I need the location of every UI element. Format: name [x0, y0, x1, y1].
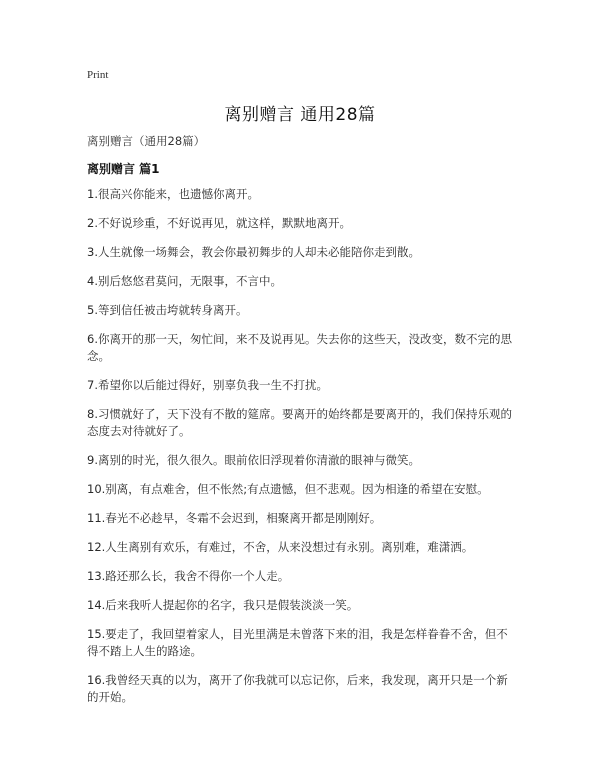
list-item: 16.我曾经天真的以为，离开了你我就可以忘记你，后来，我发现，离开只是一个新的开始。: [87, 673, 508, 704]
list-item: 2.不好说珍重，不好说再见，就这样，默默地离开。: [87, 216, 351, 230]
list-item: 10.别离，有点难舍，但不怅然;有点遗憾，但不悲观。因为相逢的希望在安慰。: [87, 482, 489, 496]
list-item: 14.后来我听人提起你的名字，我只是假装淡淡一笑。: [87, 598, 359, 612]
list-item: 15.要走了，我回望着家人，目光里满是未曾落下来的泪，我是怎样眷眷不舍，但不得不踏上人生的路途。: [87, 627, 508, 658]
list-item: 5.等到信任被击垮就转身离开。: [87, 303, 248, 317]
farewell-list: [87, 186, 517, 718]
list-item: 9.离别的时光，很久很久。眼前依旧浮现着你清澈的眼神与微笑。: [87, 453, 420, 467]
list-item: 12.人生离别有欢乐，有难过，不舍，从来没想过有永别。离别难，难潇洒。: [87, 540, 474, 554]
document-subtitle: 离别赠言（通用28篇）: [87, 134, 206, 148]
list-item: 7.希望你以后能过得好，别辜负我一生不打扰。: [87, 378, 328, 392]
list-item: 8.习惯就好了，天下没有不散的筵席。要离开的始终都是要离开的，我们保持乐观的态度去对待就好了。: [87, 407, 512, 438]
list-item: 11.春光不必趁早，冬霜不会迟到，相聚离开都是刚刚好。: [87, 511, 382, 525]
list-item: 6.你离开的那一天，匆忙间，来不及说再见。失去你的这些天，没改变，数不完的思念。: [87, 332, 512, 363]
list-item: 13.路还那么长，我舍不得你一个人走。: [87, 569, 290, 583]
list-item: 4.别后悠悠君莫问，无限事，不言中。: [87, 274, 282, 288]
page-title: 离别赠言 通用28篇: [224, 105, 376, 125]
list-item: 3.人生就像一场舞会，教会你最初舞步的人却未必能陪你走到散。: [87, 245, 420, 259]
list-item: 1.很高兴你能来，也遗憾你离开。: [87, 187, 259, 201]
print-link[interactable]: Print: [87, 69, 109, 81]
section-heading: 离别赠言 篇1: [87, 162, 160, 176]
